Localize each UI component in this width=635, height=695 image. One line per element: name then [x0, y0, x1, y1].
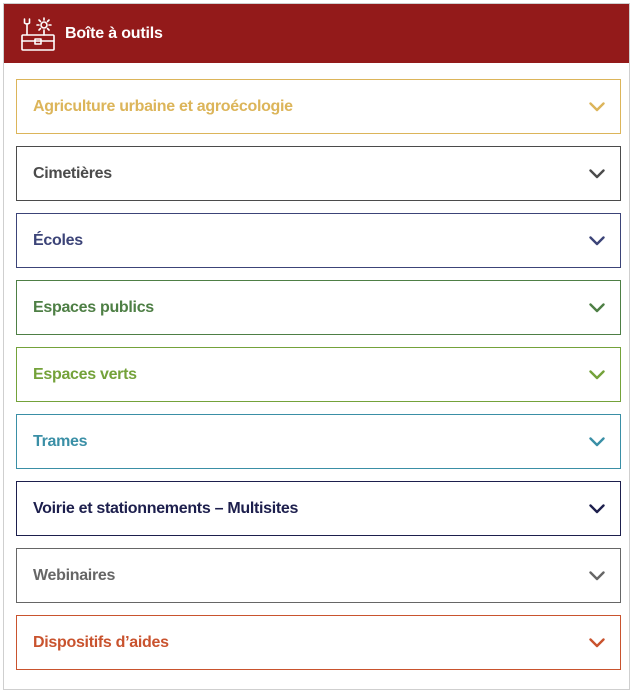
chevron-down-icon[interactable]	[588, 436, 606, 448]
chevron-down-icon[interactable]	[588, 503, 606, 515]
accordion-item-label: Voirie et stationnements – Multisites	[33, 499, 299, 517]
chevron-down-icon[interactable]	[588, 235, 606, 247]
chevron-down-icon[interactable]	[588, 302, 606, 314]
chevron-down-icon[interactable]	[588, 369, 606, 381]
accordion-item-label: Espaces publics	[33, 298, 154, 316]
accordion-item-cimetieres[interactable]	[16, 146, 621, 201]
accordion-item-label: Espaces verts	[33, 365, 137, 383]
accordion-item-espaces-verts[interactable]	[16, 347, 621, 402]
accordion-item-label: Webinaires	[33, 566, 116, 584]
accordion-item-agriculture-urbaine-et-agroecologie[interactable]	[16, 79, 621, 134]
chevron-down-icon[interactable]	[588, 101, 606, 113]
accordion-item-label: Trames	[33, 432, 88, 450]
accordion-item-label: Écoles	[33, 231, 83, 249]
accordion-list	[16, 79, 621, 682]
accordion-item-label: Cimetières	[33, 164, 112, 182]
panel-header	[4, 4, 629, 63]
accordion-item-webinaires[interactable]	[16, 548, 621, 603]
toolbox-icon	[19, 15, 57, 53]
accordion-item-trames[interactable]	[16, 414, 621, 469]
chevron-down-icon[interactable]	[588, 637, 606, 649]
accordion-item-label: Dispositifs d’aides	[33, 633, 169, 651]
accordion-item-espaces-publics[interactable]	[16, 280, 621, 335]
chevron-down-icon[interactable]	[588, 570, 606, 582]
toolbox-panel	[3, 3, 630, 690]
accordion-item-ecoles[interactable]	[16, 213, 621, 268]
panel-title: Boîte à outils	[65, 24, 163, 42]
chevron-down-icon[interactable]	[588, 168, 606, 180]
accordion-item-voirie-et-stationnements-multisites[interactable]	[16, 481, 621, 536]
accordion-item-label: Agriculture urbaine et agroécologie	[33, 97, 293, 115]
accordion-item-dispositifs-d-aides[interactable]	[16, 615, 621, 670]
